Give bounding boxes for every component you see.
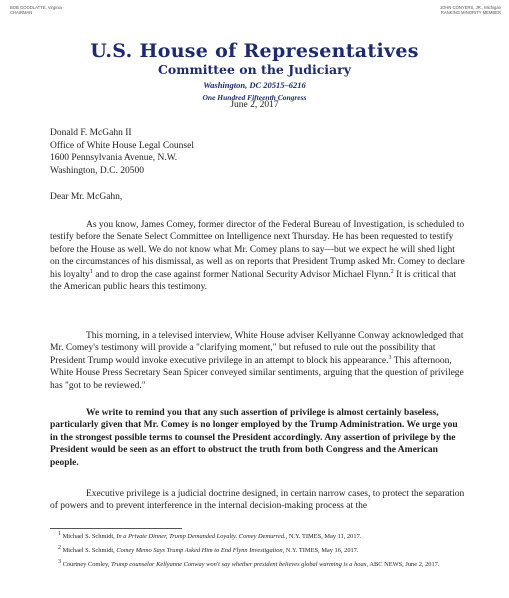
footnote-ref-1: 1 (89, 268, 93, 275)
recipient-street: 1600 Pennsylvania Avenue, N.W. (50, 153, 178, 164)
footnote-1-title: In a Private Dinner, Trump Demanded Loyalty. Comey Demurred. (116, 533, 286, 540)
letterhead-address: Washington, DC 20515–6216 (203, 80, 306, 90)
paragraph-4-text: Executive privilege is a judicial doctrine designed, in certain narrow cases, to protect the separation of powers and to prevent interference in the internal decision-making process at the (50, 489, 465, 512)
footnote-2-number: 2 (58, 544, 61, 551)
letterhead (0, 40, 509, 102)
footnote-ref-2: 2 (390, 268, 394, 275)
footnote-3-author: Courtney Comley, (61, 560, 111, 568)
salutation: Dear Mr. McGahn, (50, 192, 123, 202)
footnote-2 (58, 544, 470, 555)
footnote-2-title: Comey Memo Says Trump Asked Him to End Flynn Investigation (116, 546, 283, 554)
paragraph-2-text-b: This afternoon, White House Press Secretary Sean Spicer conveyed similar sentiments, arguing that the question of privilege has "got to be reviewed." (50, 355, 464, 391)
footnote-1 (58, 530, 470, 541)
footnote-ref-3: 3 (388, 354, 392, 361)
paragraph-3 (50, 407, 466, 469)
recipient-city: Washington, D.C. 20500 (50, 165, 144, 176)
paragraph-1-text-a: As you know, James Comey, former director of the Federal Bureau of Investigation, is scheduled to testify before the Senate Select Committee on Intelligence next Thursday. He has been requested to testify before the House as well. We do not know what Mr. Comey plans to say—but we expect he will shed light on the circumstances of his dismissal, as well as on reports that President Trump asked Mr. Comey to declare his loyalty (50, 220, 465, 280)
paragraph-1-text-c: It is critical that the American public hears this testimony. (50, 269, 456, 293)
footnote-1-author: Michael S. Schmidt, (61, 533, 117, 540)
ranking-member-name: JOHN CONYERS, JR., Michigan (440, 5, 501, 10)
chairman-block (10, 5, 62, 15)
footnotes (58, 530, 470, 575)
letter-date: June 2, 2017 (230, 100, 279, 110)
footnote-1-source: , N.Y. TIMES, May 11, 2017. (285, 533, 362, 540)
paragraph-2-text-a: This morning, in a televised interview, White House adviser Kellyanne Conway acknowledged that Mr. Comey's testimony will provide a "clarifying moment," but refused to rule out the possibility that President Trump would invoke executive privilege in an attempt to block his appearance. (50, 331, 464, 366)
paragraph-2 (50, 330, 466, 392)
letterhead-committee: Committee on the Judiciary (157, 62, 352, 77)
footnote-3-number: 3 (58, 558, 61, 565)
footnote-3-title: Trump counselor Kellyanne Conway won't say whether president believes global warming is a hoax (111, 560, 367, 568)
footnote-2-source: , N.Y. TIMES, May 16, 2017. (282, 546, 359, 554)
paragraph-1 (50, 219, 466, 293)
recipient-office: Office of White House Legal Counsel (50, 140, 194, 151)
recipient-name: Donald F. McGahn II (50, 128, 132, 138)
footnote-1-number: 1 (58, 530, 61, 537)
paragraph-4 (50, 488, 466, 513)
letterhead-congress: One Hundred Fifteenth Congress (202, 93, 307, 102)
footnote-3-source: , ABC NEWS, June 2, 2017. (366, 560, 440, 568)
chairman-title: CHAIRMAN (10, 10, 33, 15)
recipient-address (50, 127, 194, 177)
footnote-divider (50, 528, 182, 529)
footnote-3 (58, 558, 470, 569)
chairman-name: BOB GOODLATTE, Virginia (10, 5, 62, 10)
ranking-member-title: RANKING MINORITY MEMBER (440, 10, 501, 15)
paragraph-3-text: We write to remind you that any such assertion of privilege is almost certainly baseless, particularly given that Mr. Comey is no longer employed by the Trump Administration. We urge you in the strongest possible terms to counsel the President accordingly. Any assertion of privilege by the President would be seen as an effort to obstruct the truth from both Congress and the American people. (50, 408, 458, 468)
footnote-2-author: Michael S. Schmidt, (61, 546, 117, 554)
paragraph-1-text-b: and to drop the case against former National Security Advisor Michael Flynn. (92, 269, 391, 280)
letterhead-house: U.S. House of Representatives (90, 40, 419, 62)
ranking-member-block (440, 5, 501, 15)
